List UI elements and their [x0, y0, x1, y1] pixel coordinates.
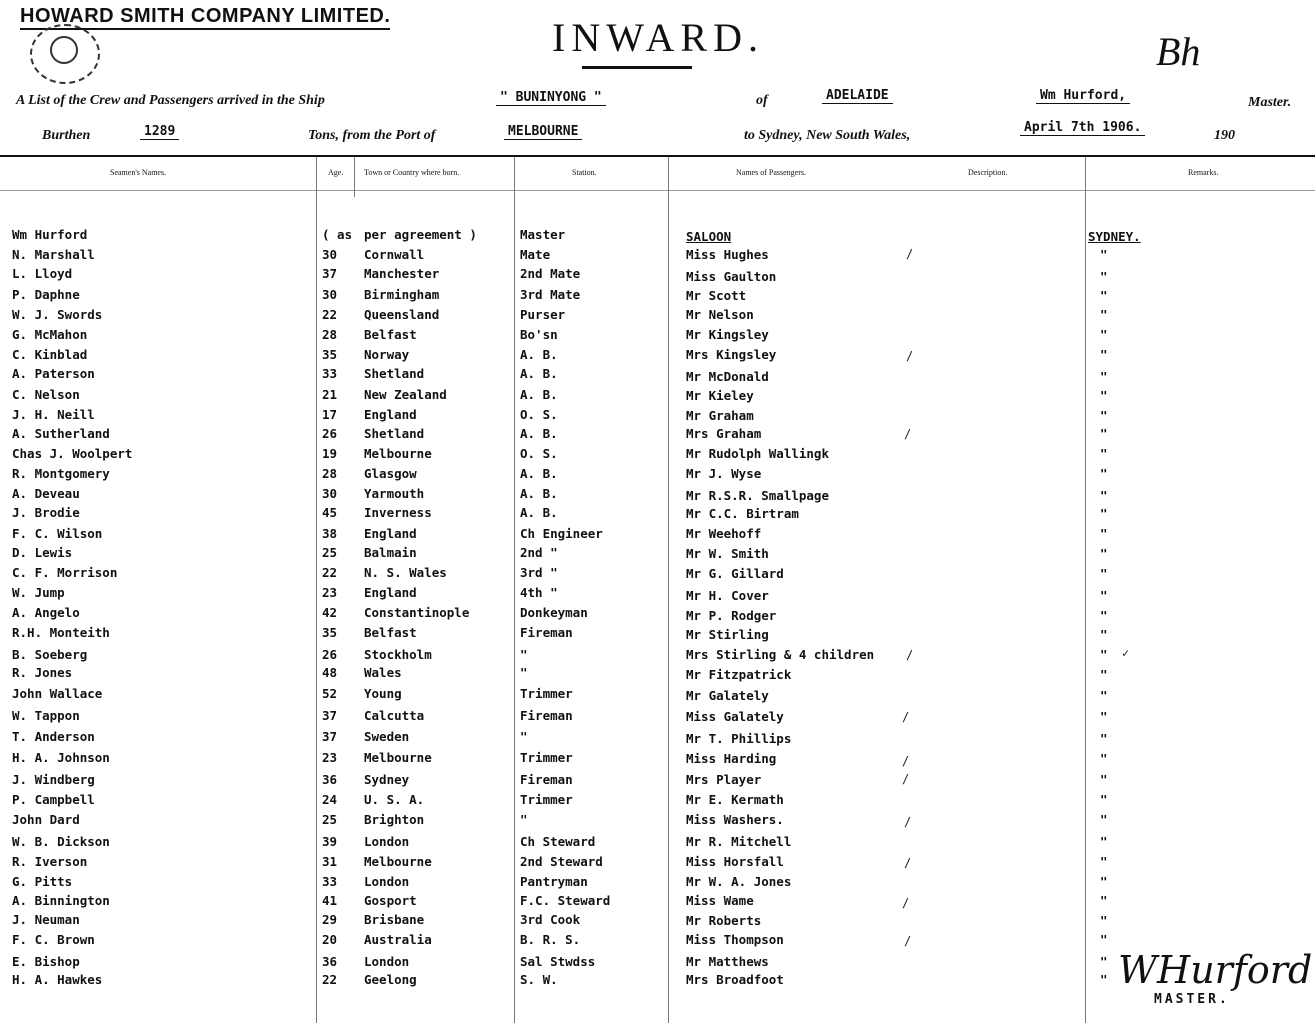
crew-age: 25 — [322, 812, 338, 827]
ditto-remark: " — [1100, 446, 1108, 461]
crew-birthplace: Stockholm — [364, 647, 432, 662]
crew-birthplace: Melbourne — [364, 750, 432, 765]
table-top-rule — [0, 155, 1315, 157]
ditto-remark: " — [1100, 466, 1108, 481]
crew-name: H. A. Johnson — [12, 750, 110, 765]
crew-name: E. Bishop — [12, 954, 80, 969]
check-mark-icon: / — [906, 349, 914, 363]
passenger-name: Miss Hughes — [686, 247, 769, 262]
company-name: HOWARD SMITH COMPANY LIMITED. — [20, 4, 390, 30]
crew-birthplace: London — [364, 874, 410, 889]
crew-station: Bo'sn — [520, 327, 558, 342]
crew-birthplace: England — [364, 407, 417, 422]
col-born: Town or Country where born. — [364, 168, 460, 177]
ditto-remark: " — [1100, 608, 1108, 623]
col-age: Age. — [328, 168, 344, 177]
crew-name: Wm Hurford — [12, 227, 88, 242]
crew-name: W. Jump — [12, 585, 65, 600]
ditto-remark: " — [1100, 408, 1108, 423]
crew-age: 38 — [322, 526, 338, 541]
crew-station: B. R. S. — [520, 932, 581, 947]
crew-age: 45 — [322, 505, 338, 520]
crew-station: 2nd Steward — [520, 854, 603, 869]
ditto-remark: " — [1100, 709, 1108, 724]
ditto-remark: " — [1100, 526, 1108, 541]
passenger-name: Mr T. Phillips — [686, 731, 792, 746]
ditto-remark: " — [1100, 688, 1108, 703]
crew-birthplace: Melbourne — [364, 854, 432, 869]
crew-station: A. B. — [520, 347, 558, 362]
crew-age: 26 — [322, 647, 338, 662]
ditto-remark: " — [1100, 307, 1108, 322]
crew-age: 23 — [322, 750, 338, 765]
crew-birthplace: Queensland — [364, 307, 440, 322]
ditto-remark: " — [1100, 954, 1108, 969]
burthen-label: Burthen — [42, 128, 91, 143]
passenger-name: Mr Nelson — [686, 307, 754, 322]
check-mark-icon: / — [904, 934, 912, 948]
crew-station: O. S. — [520, 407, 558, 422]
crew-age: 37 — [322, 266, 338, 281]
crew-age: 17 — [322, 407, 338, 422]
crew-name: R. Jones — [12, 665, 73, 680]
ship-name: " BUNINYONG " — [496, 90, 606, 106]
crew-birthplace: U. S. A. — [364, 792, 425, 807]
passenger-name: Mr P. Rodger — [686, 608, 777, 623]
crew-station: A. B. — [520, 505, 558, 520]
ditto-remark: " — [1100, 854, 1108, 869]
crew-age: 28 — [322, 466, 338, 481]
check-mark-icon: / — [902, 896, 910, 910]
crew-birthplace: Shetland — [364, 366, 425, 381]
crew-birthplace: Birmingham — [364, 287, 440, 302]
crew-age: 30 — [322, 247, 338, 262]
ditto-remark: " — [1100, 893, 1108, 908]
crew-age: 23 — [322, 585, 338, 600]
table-header-rule — [0, 190, 1315, 191]
ditto-remark: " — [1100, 269, 1108, 284]
passenger-name: Mr Roberts — [686, 913, 762, 928]
crew-name: N. Marshall — [12, 247, 95, 262]
passenger-name: Mr W. A. Jones — [686, 874, 792, 889]
crew-age: 39 — [322, 834, 338, 849]
crew-name: B. Soeberg — [12, 647, 88, 662]
crew-station: Mate — [520, 247, 551, 262]
master-signature-label: MASTER. — [1154, 992, 1230, 1007]
crew-age: 48 — [322, 665, 338, 680]
crew-age: 37 — [322, 729, 338, 744]
crew-station: 2nd Mate — [520, 266, 581, 281]
crew-age: 30 — [322, 486, 338, 501]
crew-birthplace: Wales — [364, 665, 402, 680]
passenger-name: Mrs Graham — [686, 426, 762, 441]
crew-name: A. Deveau — [12, 486, 80, 501]
crew-birthplace: Geelong — [364, 972, 417, 987]
crew-station: " — [520, 812, 528, 827]
crew-age: 31 — [322, 854, 338, 869]
crew-station: O. S. — [520, 446, 558, 461]
col-remarks: Remarks. — [1188, 168, 1219, 177]
crew-birthplace: per agreement ) — [364, 227, 477, 242]
crew-name: A. Sutherland — [12, 426, 110, 441]
list-heading-label: A List of the Crew and Passengers arrived in the Ship — [16, 93, 325, 108]
crew-age: 29 — [322, 912, 338, 927]
passenger-name: Mrs Player — [686, 772, 762, 787]
passenger-name: Mrs Stirling & 4 children — [686, 647, 875, 662]
crew-name: W. Tappon — [12, 708, 80, 723]
check-mark-icon: / — [902, 772, 910, 786]
master-label: Master. — [1248, 95, 1292, 110]
crew-name: R. Montgomery — [12, 466, 110, 481]
passenger-name: Mr J. Wyse — [686, 466, 762, 481]
ditto-remark: " — [1100, 566, 1108, 581]
crew-station: 3rd Cook — [520, 912, 581, 927]
port-of-registry: ADELAIDE — [822, 88, 893, 104]
crew-name: J. H. Neill — [12, 407, 95, 422]
crew-birthplace: Brisbane — [364, 912, 425, 927]
passenger-name: Miss Horsfall — [686, 854, 784, 869]
crew-station: F.C. Steward — [520, 893, 611, 908]
crew-age: 33 — [322, 366, 338, 381]
crew-birthplace: Balmain — [364, 545, 417, 560]
crew-station: A. B. — [520, 366, 558, 381]
crew-birthplace: Melbourne — [364, 446, 432, 461]
passenger-name: Mr R.S.R. Smallpage — [686, 488, 829, 503]
crew-station: Trimmer — [520, 792, 573, 807]
of-label: of — [756, 93, 768, 108]
crew-station: A. B. — [520, 426, 558, 441]
initials-signature: Bh — [1156, 29, 1201, 74]
ditto-remark: " — [1100, 812, 1108, 827]
crew-birthplace: Australia — [364, 932, 432, 947]
crew-age: ( as — [322, 227, 353, 242]
passenger-name: Mr Kieley — [686, 388, 754, 403]
crew-age: 22 — [322, 972, 338, 987]
col-seamen-names: Seamen's Names. — [110, 168, 167, 177]
passenger-name: Mr Graham — [686, 408, 754, 423]
crew-age: 19 — [322, 446, 338, 461]
column-divider — [514, 157, 515, 1023]
crew-name: T. Anderson — [12, 729, 95, 744]
column-divider — [354, 157, 355, 197]
crew-birthplace: N. S. Wales — [364, 565, 447, 580]
column-divider — [668, 157, 669, 1023]
year-suffix: 190 — [1214, 128, 1235, 143]
master-name: Wm Hurford, — [1036, 88, 1130, 104]
passenger-name: Mr G. Gillard — [686, 566, 784, 581]
ditto-remark: " — [1100, 932, 1108, 947]
col-station: Station. — [572, 168, 597, 177]
crew-age: 41 — [322, 893, 338, 908]
crew-age: 22 — [322, 565, 338, 580]
crew-birthplace: Brighton — [364, 812, 425, 827]
crew-station: Fireman — [520, 708, 573, 723]
ditto-remark: " — [1100, 546, 1108, 561]
crew-name: A. Paterson — [12, 366, 95, 381]
passenger-name: Mr R. Mitchell — [686, 834, 792, 849]
document-title: INWARD. — [552, 15, 764, 60]
check-mark-icon: / — [904, 427, 912, 441]
passenger-name: Mr C.C. Birtram — [686, 506, 799, 521]
passenger-name: Miss Harding — [686, 751, 777, 766]
crew-name: P. Daphne — [12, 287, 80, 302]
burthen-tons: 1289 — [140, 124, 179, 140]
crew-age: 52 — [322, 686, 338, 701]
crew-station: " — [520, 647, 528, 662]
crew-name: P. Campbell — [12, 792, 95, 807]
ditto-remark: " — [1100, 247, 1108, 262]
column-divider — [316, 157, 317, 1023]
passenger-name: Miss Gaulton — [686, 269, 777, 284]
crew-age: 22 — [322, 307, 338, 322]
crew-name: L. Lloyd — [12, 266, 73, 281]
crew-name: C. Kinblad — [12, 347, 88, 362]
ditto-remark: " — [1100, 506, 1108, 521]
passenger-name: Mrs Kingsley — [686, 347, 777, 362]
crew-station: 3rd " — [520, 565, 558, 580]
passenger-name: Mr Fitzpatrick — [686, 667, 792, 682]
passenger-name: Miss Washers. — [686, 812, 784, 827]
crew-station: Ch Engineer — [520, 526, 603, 541]
stamp-emblem-icon — [50, 36, 78, 64]
crew-station: Sal Stwdss — [520, 954, 596, 969]
ditto-remark: " — [1100, 347, 1108, 362]
crew-name: H. A. Hawkes — [12, 972, 103, 987]
crew-age: 24 — [322, 792, 338, 807]
crew-station: Ch Steward — [520, 834, 596, 849]
ditto-remark: " — [1100, 369, 1108, 384]
crew-birthplace: Glasgow — [364, 466, 417, 481]
ditto-remark: " — [1100, 388, 1108, 403]
crew-age: 25 — [322, 545, 338, 560]
crew-birthplace: England — [364, 585, 417, 600]
crew-age: 36 — [322, 954, 338, 969]
crew-age: 42 — [322, 605, 338, 620]
crew-station: A. B. — [520, 486, 558, 501]
ditto-remark: " — [1100, 834, 1108, 849]
crew-age: 35 — [322, 347, 338, 362]
crew-name: D. Lewis — [12, 545, 73, 560]
ditto-remark: " — [1100, 751, 1108, 766]
crew-birthplace: New Zealand — [364, 387, 447, 402]
passenger-name: Mr Rudolph Wallingk — [686, 446, 829, 461]
ditto-remark: " — [1100, 667, 1108, 682]
crew-station: 3rd Mate — [520, 287, 581, 302]
crew-name: A. Binnington — [12, 893, 110, 908]
crew-name: R. Iverson — [12, 854, 88, 869]
crew-age: 36 — [322, 772, 338, 787]
passenger-name: Miss Wame — [686, 893, 754, 908]
passenger-name: Miss Thompson — [686, 932, 784, 947]
ditto-remark: " — [1100, 972, 1108, 987]
ditto-remark: " — [1100, 588, 1108, 603]
crew-birthplace: London — [364, 954, 410, 969]
destination-remark: SYDNEY. — [1088, 229, 1141, 244]
passenger-name: Mr Kingsley — [686, 327, 769, 342]
passenger-name: Mr McDonald — [686, 369, 769, 384]
ditto-remark: " — [1100, 874, 1108, 889]
crew-station: 4th " — [520, 585, 558, 600]
col-passenger-names: Names of Passengers. — [736, 168, 806, 177]
crew-age: 37 — [322, 708, 338, 723]
ditto-remark: " — [1100, 731, 1108, 746]
ditto-remark: " — [1100, 792, 1108, 807]
crew-station: Purser — [520, 307, 566, 322]
crew-station: Fireman — [520, 772, 573, 787]
crew-birthplace: Sydney — [364, 772, 410, 787]
crew-birthplace: Gosport — [364, 893, 417, 908]
crew-birthplace: Belfast — [364, 327, 417, 342]
crew-name: C. F. Morrison — [12, 565, 118, 580]
crew-birthplace: Sweden — [364, 729, 410, 744]
check-mark-icon: / — [902, 754, 910, 768]
crew-age: 33 — [322, 874, 338, 889]
crew-name: John Wallace — [12, 686, 103, 701]
crew-birthplace: Belfast — [364, 625, 417, 640]
check-mark-icon: ✓ — [1122, 646, 1130, 660]
passenger-name: Mrs Broadfoot — [686, 972, 784, 987]
crew-name: C. Nelson — [12, 387, 80, 402]
saloon-heading: SALOON — [686, 229, 732, 244]
column-divider — [1085, 157, 1086, 1023]
crew-name: J. Brodie — [12, 505, 80, 520]
crew-name: G. Pitts — [12, 874, 73, 889]
check-mark-icon: / — [906, 648, 914, 662]
crew-station: 2nd " — [520, 545, 558, 560]
passenger-name: Mr W. Smith — [686, 546, 769, 561]
ditto-remark: " — [1100, 647, 1108, 662]
crew-station: Fireman — [520, 625, 573, 640]
crew-station: A. B. — [520, 387, 558, 402]
from-port-label: Tons, from the Port of — [308, 128, 436, 143]
crew-name: John Dard — [12, 812, 80, 827]
crew-station: S. W. — [520, 972, 558, 987]
passenger-name: Mr Scott — [686, 288, 747, 303]
crew-station: Pantryman — [520, 874, 588, 889]
passenger-name: Mr E. Kermath — [686, 792, 784, 807]
ditto-remark: " — [1100, 627, 1108, 642]
ditto-remark: " — [1100, 488, 1108, 503]
ditto-remark: " — [1100, 772, 1108, 787]
crew-age: 21 — [322, 387, 338, 402]
crew-age: 35 — [322, 625, 338, 640]
crew-name: J. Windberg — [12, 772, 95, 787]
master-signature: WHurford — [1118, 948, 1313, 992]
crew-name: F. C. Wilson — [12, 526, 103, 541]
ditto-remark: " — [1100, 426, 1108, 441]
crew-age: 30 — [322, 287, 338, 302]
passenger-name: Mr Weehoff — [686, 526, 762, 541]
crew-name: R.H. Monteith — [12, 625, 110, 640]
passenger-name: Mr H. Cover — [686, 588, 769, 603]
crew-name: G. McMahon — [12, 327, 88, 342]
crew-name: Chas J. Woolpert — [12, 446, 133, 461]
crew-age: 20 — [322, 932, 338, 947]
destination-label: to Sydney, New South Wales, — [744, 128, 911, 143]
crew-birthplace: London — [364, 834, 410, 849]
passenger-name: Miss Galately — [686, 709, 784, 724]
crew-birthplace: England — [364, 526, 417, 541]
title-underline — [582, 66, 692, 69]
crew-birthplace: Manchester — [364, 266, 440, 281]
ditto-remark: " — [1100, 913, 1108, 928]
crew-name: J. Neuman — [12, 912, 80, 927]
col-description: Description. — [968, 168, 1008, 177]
crew-station: Master — [520, 227, 566, 242]
passenger-name: Mr Stirling — [686, 627, 769, 642]
check-mark-icon: / — [904, 815, 912, 829]
ditto-remark: " — [1100, 327, 1108, 342]
crew-name: F. C. Brown — [12, 932, 95, 947]
passenger-name: Mr Matthews — [686, 954, 769, 969]
check-mark-icon: / — [902, 710, 910, 724]
crew-age: 26 — [322, 426, 338, 441]
crew-station: " — [520, 729, 528, 744]
crew-station: Trimmer — [520, 686, 573, 701]
check-mark-icon: / — [904, 856, 912, 870]
crew-station: Trimmer — [520, 750, 573, 765]
arrival-date: April 7th 1906. — [1020, 120, 1145, 136]
crew-birthplace: Yarmouth — [364, 486, 425, 501]
crew-station: A. B. — [520, 466, 558, 481]
crew-birthplace: Norway — [364, 347, 410, 362]
crew-station: Donkeyman — [520, 605, 588, 620]
crew-birthplace: Constantinople — [364, 605, 470, 620]
crew-birthplace: Cornwall — [364, 247, 425, 262]
crew-age: 28 — [322, 327, 338, 342]
crew-birthplace: Shetland — [364, 426, 425, 441]
crew-birthplace: Calcutta — [364, 708, 425, 723]
crew-name: A. Angelo — [12, 605, 80, 620]
crew-name: W. B. Dickson — [12, 834, 110, 849]
check-mark-icon: / — [906, 247, 914, 261]
from-port: MELBOURNE — [504, 124, 582, 140]
crew-name: W. J. Swords — [12, 307, 103, 322]
ditto-remark: " — [1100, 288, 1108, 303]
passenger-name: Mr Galately — [686, 688, 769, 703]
crew-birthplace: Inverness — [364, 505, 432, 520]
crew-birthplace: Young — [364, 686, 402, 701]
crew-station: " — [520, 665, 528, 680]
